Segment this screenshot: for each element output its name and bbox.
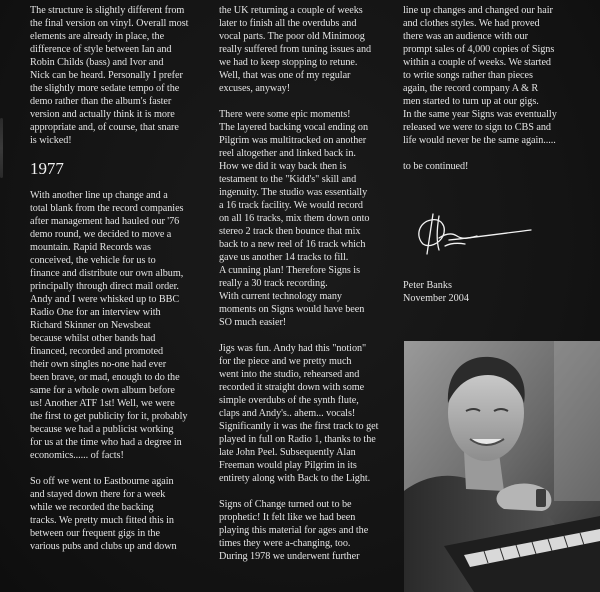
paragraph-line-up-changes: line up changes and changed our hair and clothes styles. We had proved there was an audience with our prompt sales of 4,000 copies of Signs within a couple of weeks. We started to write songs rather than pieces again, the record company A & R men started to turn up at our gigs. In the same year Signs was eventually released we were to sign to CBS and life would never be the same again..... [403, 5, 557, 146]
signature-icon [409, 210, 535, 258]
paragraph-to-be-continued: to be continued! [403, 161, 469, 172]
text-column-left [30, 4, 216, 553]
paragraph-gap [30, 462, 216, 475]
paragraph-gap [219, 329, 401, 342]
handwritten-signature [409, 210, 535, 258]
paragraph-jigs: Jigs was fun. Andy had this "notion" for the piece and we pretty much went into the studio, rehearsed and recorded it straight down with some simple overdubs of the synth flute, claps and Andy's.. ahem... vocals! Significantly it was the first track to get played in full on Radio 1, thanks to the late John Peel. Subsequently Alan Freeman would play Pilgrim in its entirety along with Back to the Light. [219, 343, 379, 484]
fold-mark [0, 118, 3, 178]
paragraph-epic-moments: There were some epic moments! The layered backing vocal ending on Pilgrim was multitracked on another reel altogether and linked back in. How we did it way back then is testament to the "Kidd's" skill and ingenuity. The studio was essentially a 16 track facility. We would record on all 16 tracks, mix them down onto stereo 2 track then bounce that mix back to a new reel of 16 track which gave us another 14 tracks to fill. A cunning plan! Therefore Signs is really a 30 track recording. With current technology many moments on Signs would have been SO much easier! [219, 109, 370, 328]
paragraph-eastbourne: So off we went to Eastbourne again and stayed down there for a week while we recorded the backing tracks. We pretty much fitted this in between our frequent gigs in the various pubs and clubs up and down [30, 476, 177, 552]
author-name: Peter Banks [403, 280, 452, 291]
paragraph-gap [219, 485, 401, 498]
section-heading-1977: 1977 [30, 159, 64, 178]
text-column-middle [219, 4, 401, 563]
text-column-right [403, 4, 593, 173]
paragraph-overdubs: the UK returning a couple of weeks later to finish all the overdubs and vocal parts. The poor old Minimoog really suffered from tuning issues and we had to keep stopping to retune. Well, that was one of my regular excuses, anyway! [219, 5, 372, 94]
paragraph-gap [219, 95, 401, 108]
portrait-image [404, 341, 600, 592]
author-credit [403, 279, 469, 305]
author-date: November 2004 [403, 293, 469, 304]
paragraph-rapid-records: With another line up change and a total blank from the record companies after management had hauled our '76 demo round, we decided to move a mountain. Rapid Records was conceived, the vehicle for us to finance and distribute our own album, principally through direct mail order. Andy and I were whisked up to BBC Radio One for an interview with Richard Skinner on Newsbeat because whilst other bands had financed, recorded and promoted their own singles no-one had ever been brave, or mad, enough to do the same for a whole own album before us! Another ATF 1st! Well, we were the first to get publicity for it, probably because we had a publicist working for us at the time who had a degree in economics...... of facts! [30, 190, 188, 461]
paragraph-gap [403, 147, 593, 160]
author-photo [404, 341, 600, 592]
paragraph-signs-of-change: Signs of Change turned out to be prophetic! It felt like we had been playing this material for ages and the times they were a-changing, too. During 1978 we underwent further [219, 499, 369, 562]
paragraph-demo-structure: The structure is slightly different from the final version on vinyl. Overall most elements are already in place, the difference of style between Ian and Robin Childs (bass) and Ivor and Nick can be heard. Personally I prefer the slightly more sedate tempo of the demo rather than the album's faster version and actually think it is more appropriate and, of course, that snare is wicked! [30, 5, 189, 146]
